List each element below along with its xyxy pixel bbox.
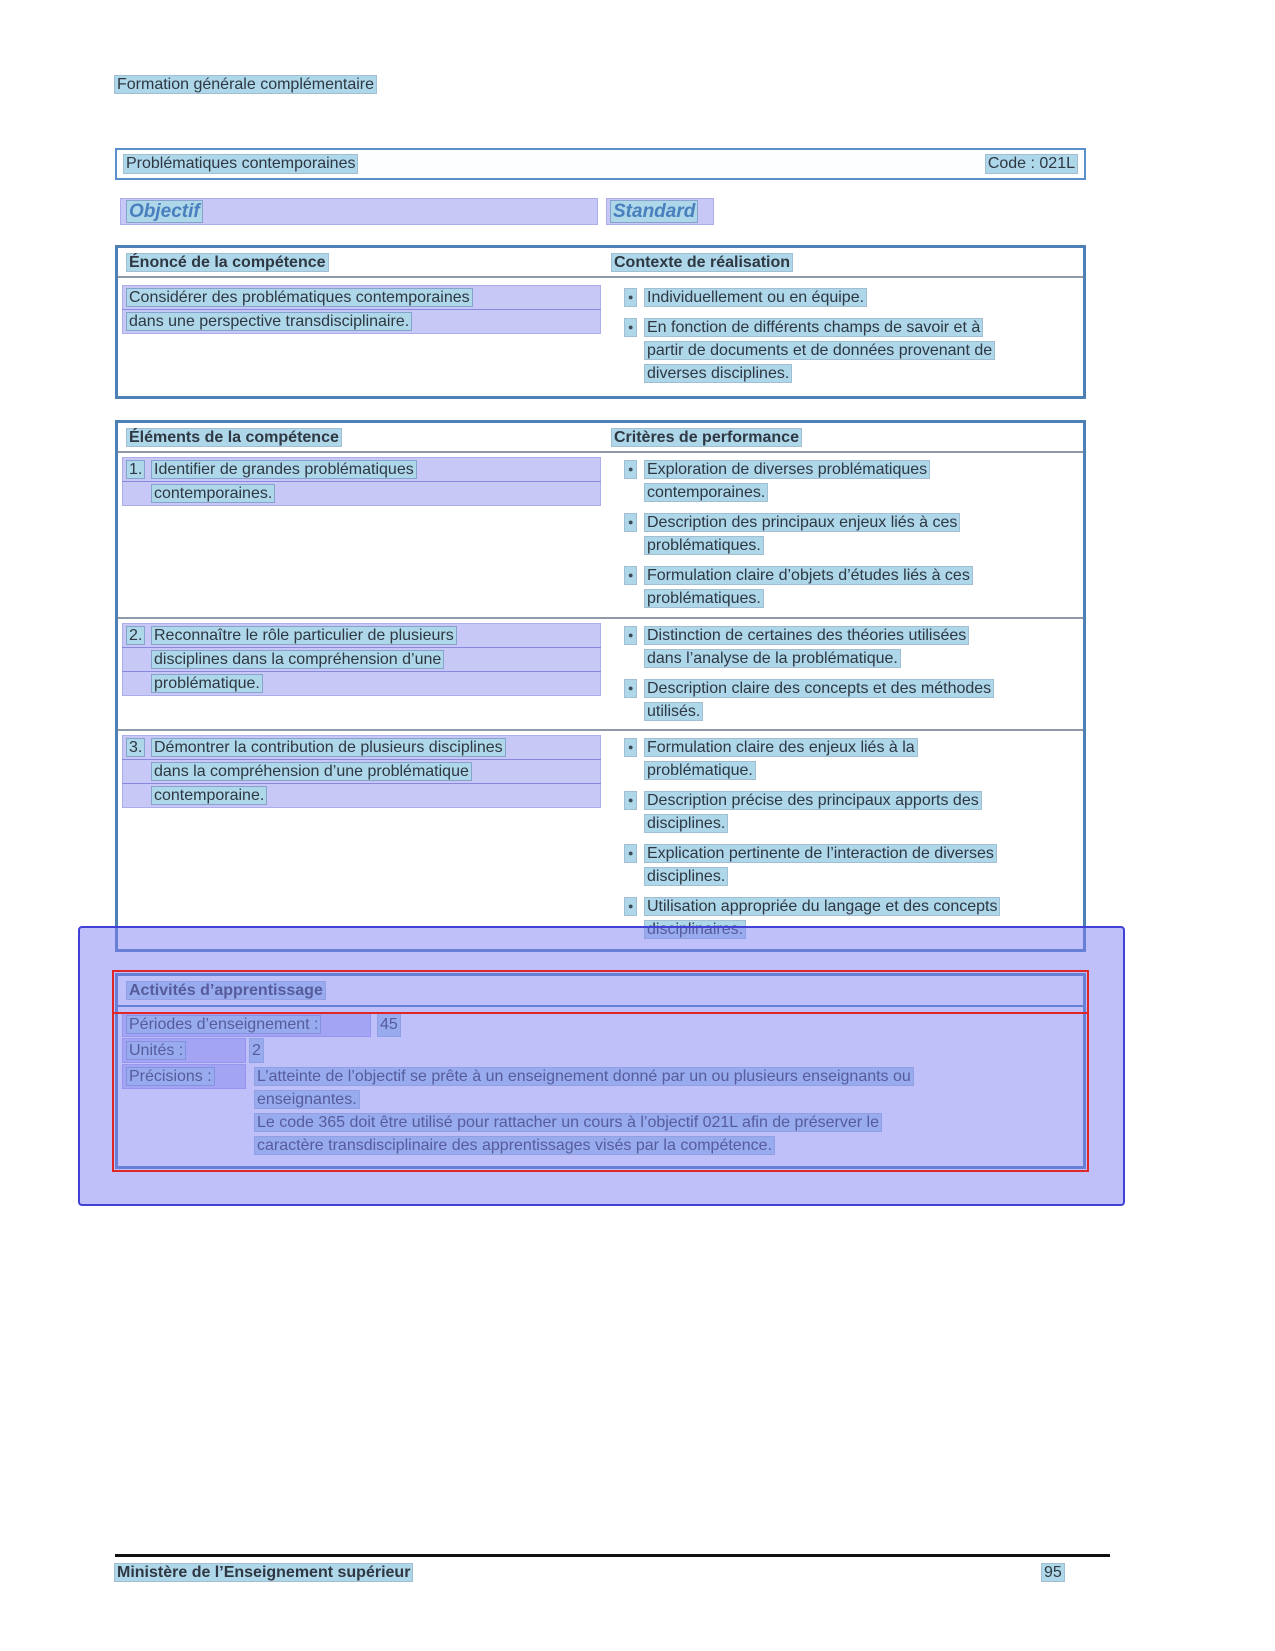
bullet-item: [625, 789, 1083, 835]
bullet-text: Explication pertinente de l’interaction de diverses: [647, 845, 994, 862]
bullet-item: [625, 624, 1083, 670]
footer-rule: [115, 1554, 1110, 1557]
criteria-bullet-list: [612, 736, 1083, 944]
bullet-icon: ●: [625, 567, 636, 584]
annotation-red-header-line: [114, 1012, 1087, 1014]
annotation-red-frame: [112, 970, 1089, 1172]
bullet-text: utilisés.: [647, 703, 701, 720]
bullet-text: Distinction de certaines des théories utilisées: [647, 627, 967, 644]
bullet-text: Description précise des principaux apports des: [647, 792, 979, 809]
criteria-bullet-list: [612, 458, 1083, 617]
document-section-label: [115, 73, 376, 96]
bullet-item: [625, 736, 1083, 782]
page-title: Problématiques contemporaines: [126, 155, 356, 172]
bullet-icon: ●: [625, 514, 636, 531]
context-bullet-list: [612, 286, 1083, 392]
bullet-icon: ●: [625, 461, 636, 478]
element-line: Reconnaître le rôle particulier de plusieurs: [154, 627, 454, 644]
footer-page-number-text: 95: [1044, 1564, 1062, 1581]
elements-header-right: Critères de performance: [614, 429, 799, 446]
page-code: Code : 021L: [987, 155, 1075, 172]
element-line: dans la compréhension d’une problématique: [154, 763, 469, 780]
bullet-item: [625, 316, 1083, 385]
objectif-heading: Objectif: [129, 201, 200, 222]
row-number: 3.: [129, 739, 143, 756]
row-number: 1.: [129, 461, 143, 478]
bullet-text: problématiques.: [647, 590, 761, 607]
bullet-text: Description des principaux enjeux liés à ces: [647, 514, 958, 531]
bullet-text: Individuellement ou en équipe.: [647, 289, 865, 306]
bullet-text: Description claire des concepts et des méthodes: [647, 680, 992, 697]
bullet-icon: ●: [625, 898, 636, 915]
bullet-text: Exploration de diverses problématiques: [647, 461, 928, 478]
element-text: [118, 736, 612, 944]
footer-ministry: [115, 1561, 412, 1584]
competence-table-header: [118, 248, 1083, 278]
elements-table-header: [118, 423, 1083, 453]
element-line: problématique.: [154, 675, 260, 692]
element-line: Identifier de grandes problématiques: [154, 461, 414, 478]
elements-header-left: Éléments de la compétence: [129, 429, 339, 446]
bullet-item: [625, 677, 1083, 723]
bullet-text: disciplines.: [647, 868, 726, 885]
bullet-text: dans l’analyse de la problématique.: [647, 650, 898, 667]
competence-header-left: Énoncé de la compétence: [129, 254, 326, 271]
element-text: [118, 624, 612, 729]
bullet-icon: ●: [625, 319, 636, 336]
bullet-item: [625, 511, 1083, 557]
competence-statement: [118, 286, 612, 392]
criteria-bullet-list: [612, 624, 1083, 729]
bullet-text: Utilisation appropriée du langage et des concepts: [647, 898, 998, 915]
bullet-text: Formulation claire d’objets d’études liés à ces: [647, 567, 970, 584]
footer-ministry-text: Ministère de l’Enseignement supérieur: [117, 1564, 411, 1581]
bullet-text: problématique.: [647, 762, 753, 779]
bullet-item: [625, 458, 1083, 504]
bullet-icon: ●: [625, 289, 636, 306]
competence-table: [115, 245, 1086, 399]
title-bar: [115, 148, 1086, 180]
bullet-text: En fonction de différents champs de savoir et à: [647, 319, 981, 336]
bullet-icon: ●: [625, 845, 636, 862]
row-number: 2.: [129, 627, 143, 644]
bullet-icon: ●: [625, 792, 636, 809]
objectif-heading-band: [121, 199, 597, 224]
bullet-text: problématiques.: [647, 537, 761, 554]
standard-heading: Standard: [613, 201, 696, 222]
bullet-icon: ●: [625, 627, 636, 644]
bullet-text: disciplines.: [647, 815, 726, 832]
element-line: contemporaines.: [154, 485, 273, 502]
bullet-icon: ●: [625, 680, 636, 697]
bullet-text: Formulation claire des enjeux liés à la: [647, 739, 915, 756]
element-line: disciplines dans la compréhension d’une: [154, 651, 442, 668]
element-line: Démontrer la contribution de plusieurs disciplines: [154, 739, 503, 756]
standard-heading-band: [607, 199, 713, 224]
section-label-text: Formation générale complémentaire: [117, 76, 375, 93]
bullet-text: partir de documents et de données provenant de: [647, 342, 993, 359]
bullet-item: [625, 564, 1083, 610]
bullet-item: [625, 286, 1083, 309]
element-line: contemporaine.: [154, 787, 265, 804]
bullet-text: diverses disciplines.: [647, 365, 790, 382]
footer-page-number: [1042, 1561, 1064, 1584]
bullet-text: contemporaines.: [647, 484, 766, 501]
statement-line: dans une perspective transdisciplinaire.: [129, 313, 410, 330]
element-row-3: [118, 729, 1083, 944]
bullet-icon: ●: [625, 739, 636, 756]
statement-line: Considérer des problématiques contemporaines: [129, 289, 470, 306]
bullet-item: [625, 842, 1083, 888]
competence-header-right: Contexte de réalisation: [614, 254, 791, 271]
element-row-1: [118, 453, 1083, 617]
element-row-2: [118, 617, 1083, 729]
element-text: [118, 458, 612, 617]
elements-table: [115, 420, 1086, 952]
